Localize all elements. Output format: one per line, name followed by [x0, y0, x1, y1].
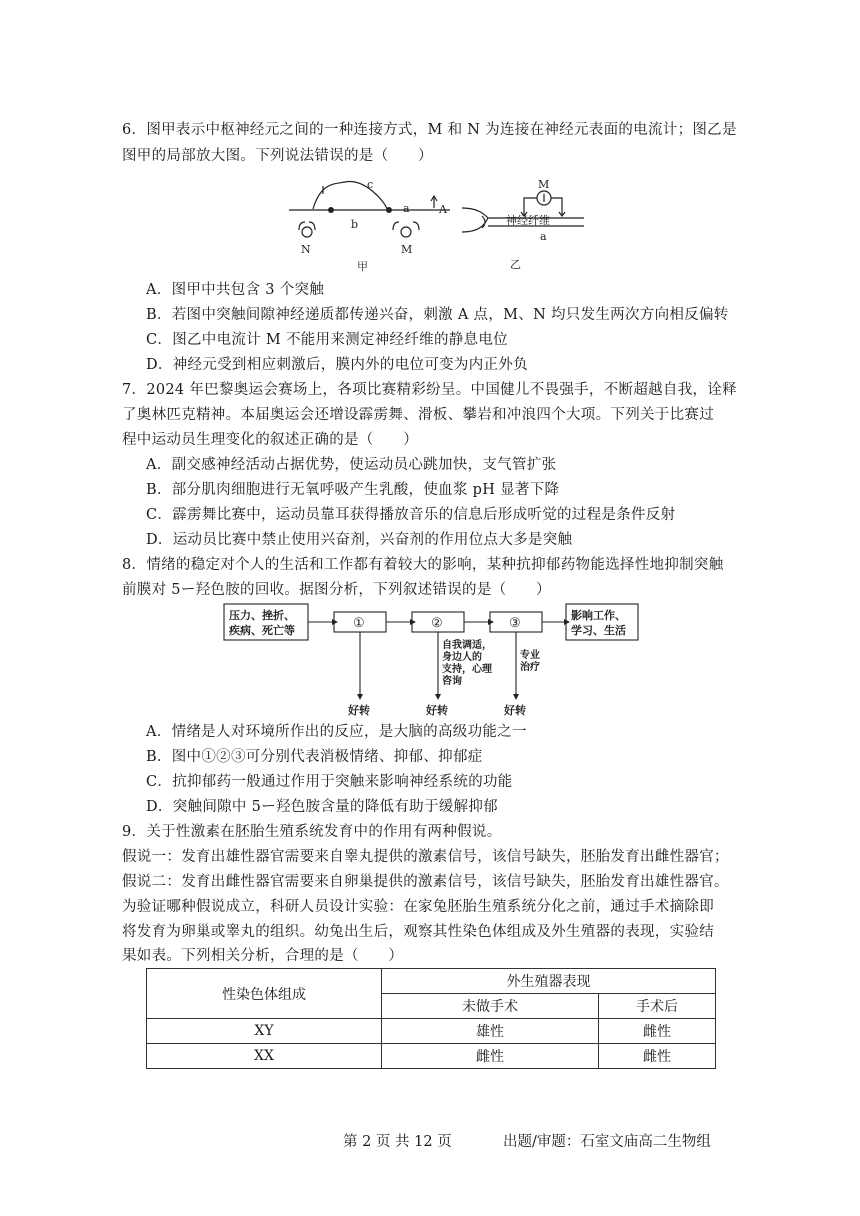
- flow-note-2-line-2: 身边人的: [442, 652, 482, 663]
- yi-label-fiber: 神经纤维: [506, 214, 550, 227]
- table-cell: 雌性: [382, 1044, 599, 1069]
- flow-note-2-line-3: 支持，心理: [442, 664, 492, 675]
- q8-option-b: B．图中①②③可分别代表消极情绪、抑郁、抑郁症: [146, 749, 483, 765]
- flow-note-3-line-2: 治疗: [520, 662, 540, 673]
- q9-stem-line-4: 为验证哪种假说成立，科研人员设计实验：在家兔胚胎生殖系统分化之前，通过手术摘除即: [122, 899, 714, 915]
- page-number: 第 2 页 共 12 页: [343, 1134, 452, 1150]
- table-cell: 雌性: [599, 1044, 716, 1069]
- table-row: [147, 1019, 716, 1044]
- flow-node-1: ①: [353, 616, 365, 631]
- q6-option-b: B．若图中突触间隙神经递质都传递兴奋，刺激 A 点，M、N 均只发生两次方向相反偏转: [146, 307, 729, 323]
- author-credit: 出题/审题：石室文庙高二生物组: [503, 1134, 711, 1150]
- flow-start-line-2: 疾病、死亡等: [229, 624, 295, 637]
- flow-note-2-line-4: 咨询: [442, 676, 462, 687]
- q6-figure-jia: [285, 172, 455, 272]
- jia-label-c: c: [367, 178, 374, 191]
- q6-stem-line-2: 图甲的局部放大图。下列说法错误的是（ ）: [122, 148, 433, 164]
- flow-node-3: ③: [509, 616, 521, 631]
- jia-label-N: N: [301, 243, 311, 256]
- q6-stem-line-1: 6．图甲表示中枢神经元之间的一种连接方式，M 和 N 为连接在神经元表面的电流计；图乙是: [122, 122, 737, 138]
- table-row: [147, 1044, 716, 1069]
- table-header-genitalia: 外生殖器表现: [382, 969, 716, 994]
- flow-end-line-2: 学习、生活: [571, 624, 626, 637]
- table-cell: 雄性: [382, 1019, 599, 1044]
- q9-stem-line-1: 9．关于性激素在胚胎生殖系统发育中的作用有两种假说。: [122, 824, 502, 840]
- q9-stem-line-3: 假说二：发育出雌性器官需要来自卵巢提供的激素信号，该信号缺失，胚胎发育出雄性器官。: [122, 874, 729, 890]
- q9-stem-line-2: 假说一：发育出雄性器官需要来自睾丸提供的激素信号，该信号缺失，胚胎发育出雌性器官；: [122, 849, 729, 865]
- q8-option-d: D．突触间隙中 5ー羟色胺含量的降低有助于缓解抑郁: [146, 799, 498, 815]
- flow-better-2: 好转: [426, 704, 448, 717]
- flow-better-3: 好转: [504, 704, 526, 717]
- flow-node-2: ②: [431, 616, 443, 631]
- flow-note-3-line-1: 专业: [520, 650, 540, 661]
- q8-flowchart: [222, 602, 642, 720]
- jia-label-b: b: [351, 218, 359, 231]
- q9-stem-line-6: 果如表。下列相关分析，合理的是（ ）: [122, 948, 404, 964]
- q6-option-d: D．神经元受到相应刺激后，膜内外的电位可变为内正外负: [146, 357, 528, 373]
- table-subheader-after-surgery: 手术后: [599, 994, 716, 1019]
- q6-option-c: C．图乙中电流计 M 不能用来测定神经纤维的静息电位: [146, 332, 508, 348]
- q8-option-c: C．抗抑郁药一般通过作用于突触来影响神经系统的功能: [146, 774, 513, 790]
- q7-stem-line-3: 程中运动员生理变化的叙述正确的是（ ）: [122, 432, 418, 448]
- yi-caption: 乙: [510, 258, 521, 271]
- jia-label-A: A: [439, 203, 447, 216]
- table-subheader-no-surgery: 未做手术: [382, 994, 599, 1019]
- q7-option-c: C．霹雳舞比赛中，运动员靠耳获得播放音乐的信息后形成听觉的过程是条件反射: [146, 507, 676, 523]
- flow-start-line-1: 压力、挫折、: [229, 609, 295, 622]
- q9-stem-line-5: 将发育为卵巢或睾丸的组织。幼兔出生后，观察其性染色体组成及外生殖器的表现，实验结: [122, 924, 714, 940]
- flow-note-2-line-1: 自我调适，: [442, 640, 492, 651]
- q8-option-a: A．情绪是人对环境所作出的反应，是大脑的高级功能之一: [146, 724, 527, 740]
- q7-stem-line-2: 了奥林匹克精神。本届奥运会还增设霹雳舞、滑板、攀岩和冲浪四个大项。下列关于比赛过: [122, 407, 714, 423]
- jia-caption: 甲: [357, 260, 368, 272]
- q7-option-d: D．运动员比赛中禁止使用兴奋剂，兴奋剂的作用位点大多是突触: [146, 532, 573, 548]
- table-cell: XY: [147, 1019, 382, 1044]
- q8-stem-line-1: 8．情绪的稳定对个人的生活和工作都有着较大的影响，某种抗抑郁药物能选择性地抑制突触: [122, 557, 724, 573]
- q9-result-table: [146, 968, 716, 1069]
- jia-label-M: M: [401, 243, 413, 256]
- q7-option-a: A．副交感神经活动占据优势，使运动员心跳加快，支气管扩张: [146, 457, 557, 473]
- table-header-chromosome: 性染色体组成: [147, 969, 382, 1019]
- flow-end-line-1: 影响工作、: [571, 609, 626, 622]
- table-cell: XX: [147, 1044, 382, 1069]
- table-cell: 雌性: [599, 1019, 716, 1044]
- yi-label-a: a: [540, 230, 547, 243]
- q8-stem-line-2: 前膜对 5ー羟色胺的回收。据图分析，下列叙述错误的是（ ）: [122, 582, 551, 598]
- q6-figure-yi: [458, 178, 588, 274]
- yi-label-M: M: [538, 178, 550, 191]
- q6-option-a: A．图甲中共包含 3 个突触: [146, 282, 325, 298]
- q7-option-b: B．部分肌肉细胞进行无氧呼吸产生乳酸，使血浆 pH 显著下降: [146, 482, 560, 498]
- flow-better-1: 好转: [348, 704, 370, 717]
- jia-label-a: a: [403, 202, 410, 215]
- q7-stem-line-1: 7．2024 年巴黎奥运会赛场上，各项比赛精彩纷呈。中国健儿不畏强手，不断超越自我，诠释: [122, 382, 737, 398]
